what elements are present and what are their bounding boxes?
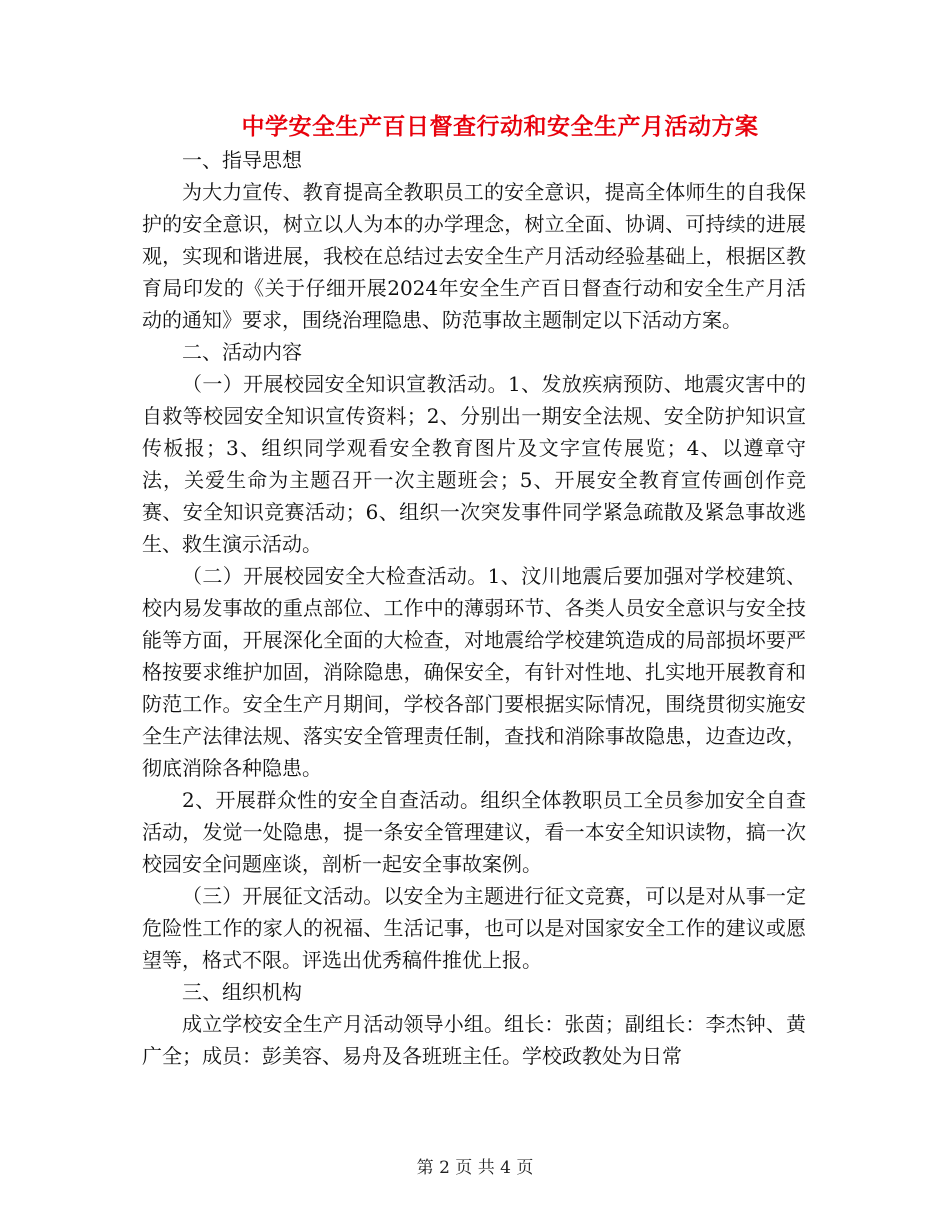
section-heading-organization: 三、组织机构	[182, 980, 302, 1004]
section-heading-activity-content: 二、活动内容	[182, 340, 302, 364]
paragraph-organization: 成立学校安全生产月活动领导小组。组长：张茵；副组长：李杰钟、黄广全；成员：彭美容、易舟及各班班主任。学校政教处为日常	[142, 1012, 806, 1068]
paragraph-activity-2-self-check: 2、开展群众性的安全自查活动。组织全体教职员工全员参加安全自查活动，发觉一处隐患，提一条安全管理建议，看一本安全知识读物，搞一次校园安全问题座谈，剖析一起安全事故案例。	[142, 788, 806, 876]
section-heading-guiding-principle: 一、指导思想	[182, 148, 302, 172]
paragraph-guiding-principle: 为大力宣传、教育提高全教职员工的安全意识，提高全体师生的自我保护的安全意识，树立以人为本的办学理念，树立全面、协调、可持续的进展观，实现和谐进展，我校在总结过去安全生产月活动经验基础上，根据区教育局印发的《关于仔细开展2024年安全生产百日督查行动和安全生产月活动的通知》要求，围绕治理隐患、防范事故主题制定以下活动方案。	[142, 180, 806, 332]
document-title: 中学安全生产百日督查行动和安全生产月活动方案	[241, 114, 759, 140]
paragraph-activity-1: （一）开展校园安全知识宣教活动。1、发放疾病预防、地震灾害中的自救等校园安全知识宣传资料；2、分别出一期安全法规、安全防护知识宣传板报；3、组织同学观看安全教育图片及文字宣传展览；4、以遵章守法，关爱生命为主题召开一次主题班会；5、开展安全教育宣传画创作竞赛、安全知识竞赛活动；6、组织一次突发事件同学紧急疏散及紧急事故逃生、救生演示活动。	[142, 372, 806, 556]
paragraph-activity-3: （三）开展征文活动。以安全为主题进行征文竞赛，可以是对从事一定危险性工作的家人的祝福、生活记事，也可以是对国家安全工作的建议或愿望等，格式不限。评选出优秀稿件推优上报。	[142, 884, 806, 972]
page-footer: 第 2 页 共 4 页	[416, 1158, 534, 1178]
paragraph-activity-2: （二）开展校园安全大检查活动。1、汶川地震后要加强对学校建筑、校内易发事故的重点部位、工作中的薄弱环节、各类人员安全意识与安全技能等方面，开展深化全面的大检查，对地震给学校建筑造成的局部损坏要严格按要求维护加固，消除隐患，确保安全，有针对性地、扎实地开展教育和防范工作。安全生产月期间，学校各部门要根据实际情况，围绕贯彻实施安全生产法律法规、落实安全管理责任制，查找和消除事故隐患，边查边改，彻底消除各种隐患。	[142, 564, 806, 780]
document-body	[142, 144, 806, 1072]
